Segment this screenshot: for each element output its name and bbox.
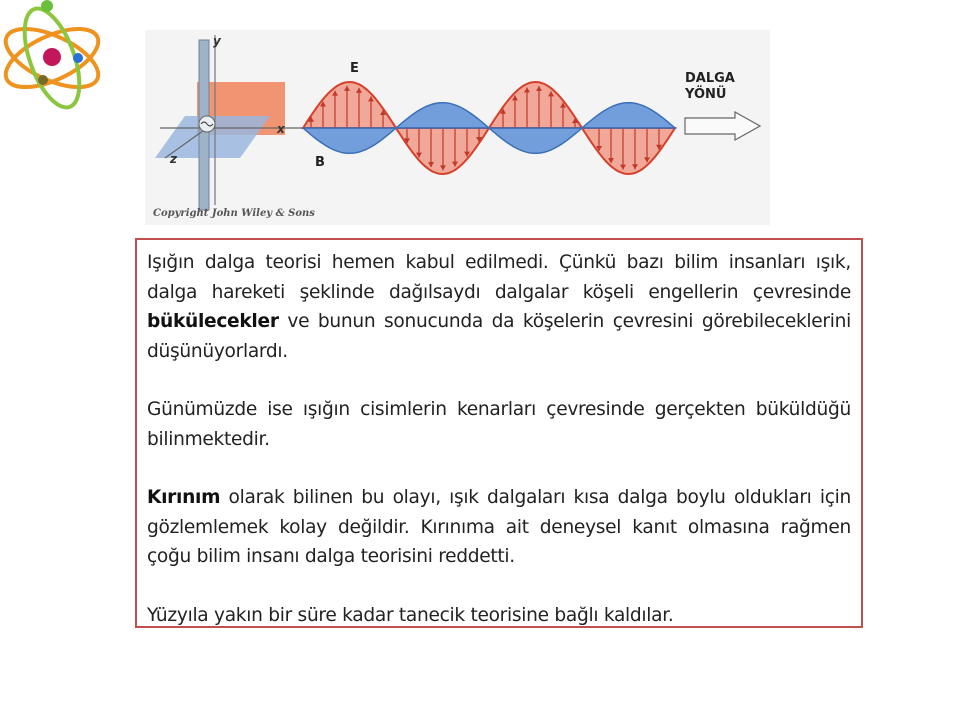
axis-x-label: x	[277, 122, 285, 136]
atom-icon	[0, 0, 110, 125]
label-e: E	[350, 61, 359, 76]
electromagnetic-wave-figure	[145, 30, 770, 225]
paragraph-3: Kırınım olarak bilinen bu olayı, ışık dalgaları kısa dalga boylu oldukları için gözlemlemek kolay değildir. Kırınıma ait deneysel kanıt olmasına rağmen çoğu bilim insanı dalga teorisini reddetti.	[147, 487, 851, 567]
direction-label-line1: DALGA	[685, 71, 735, 86]
bold-term-bukulecekler: bükülecekler	[147, 311, 279, 332]
copyright-text: Copyright John Wiley & Sons	[153, 208, 315, 219]
axis-y-label: y	[213, 34, 221, 48]
paragraph-4: Yüzyıla yakın bir süre kadar tanecik teorisine bağlı kaldılar.	[147, 604, 674, 626]
bold-term-kirinim: Kırınım	[147, 487, 221, 508]
label-b: B	[315, 155, 325, 170]
paragraph-2: Günümüzde ise ışığın cisimlerin kenarları çevresinde gerçekten büküldüğü bilinmektedir.	[147, 399, 851, 450]
explanation-text-box	[135, 238, 863, 628]
paragraph-1: Işığın dalga teorisi hemen kabul edilmedi. Çünkü bazı bilim insanları ışık, dalga hareketi şeklinde dağılsaydı dalgalar köşeli engellerin çevresinde bükülecekler ve bunun sonucunda da köşelerin çevresini görebileceklerini düşünüyorlardı.	[147, 252, 851, 362]
direction-label-line2: YÖNÜ	[685, 87, 727, 102]
axis-z-label: z	[170, 152, 177, 166]
